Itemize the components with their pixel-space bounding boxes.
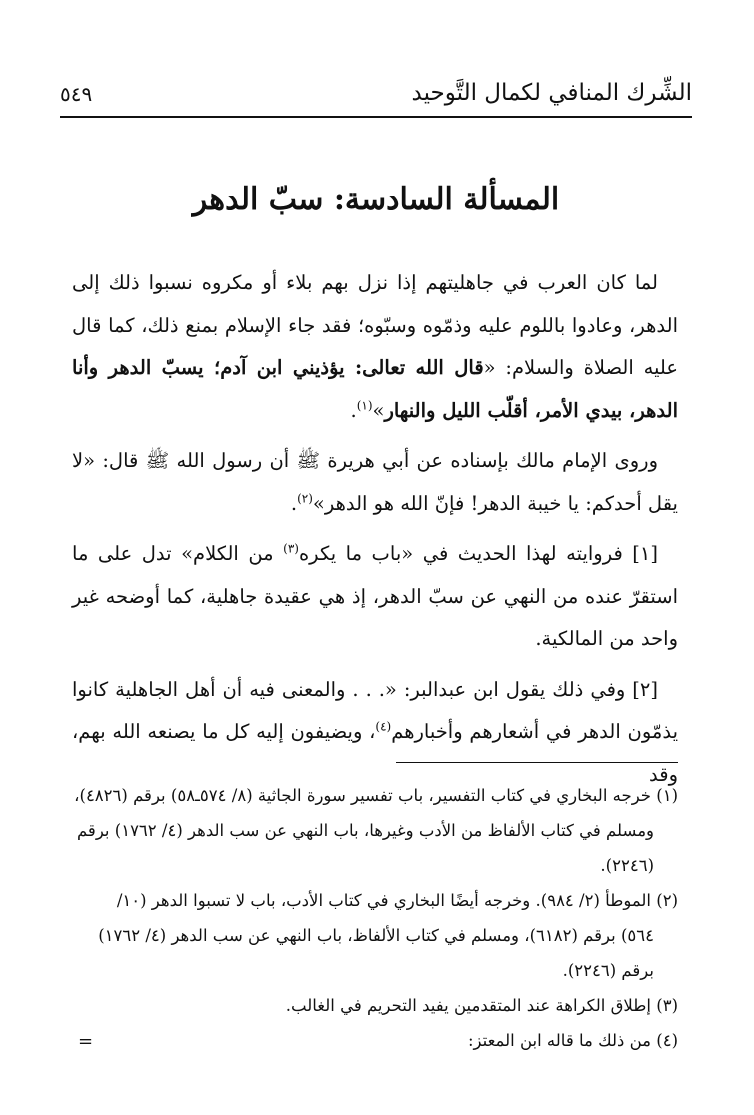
paragraph-4-text-b: ، ويضيفون إليه كل ما يصنعه الله بهم، وقد [72, 720, 678, 786]
page-header [60, 78, 692, 114]
paragraph-4-text-a: [٢] وفي ذلك يقول ابن عبدالبر: «. . . والمعنى فيه أن أهل الجاهلية كانوا يذمّون الدهر في أشعارهم وأخبارهم [72, 677, 678, 743]
footnote-1-line-1: (١) خرجه البخاري في كتاب التفسير، باب تفسير سورة الجاثية (٨/ ٥٧٤ـ٥٨) برقم (٤٨٢٦)، [74, 786, 678, 805]
paragraph-1-end: . [350, 398, 357, 422]
footnote-2-line-3: برقم (٢٢٤٦). [562, 961, 654, 980]
footnote-3: (٣) إطلاق الكراهة عند المتقدمين يفيد التحريم في الغالب. [285, 996, 678, 1015]
paragraph-3-text-b: من الكلام» تدل على ما استقرّ عنده من النهي عن سبّ الدهر، إذ هي عقيدة جاهلية، كما أوضحه غير واحد من المالكية. [72, 542, 678, 650]
paragraph-1 [72, 262, 678, 432]
main-text [72, 262, 678, 804]
footnote-ref-3[interactable]: (٣) [283, 541, 299, 556]
footnote-1-line-3: (٢٢٤٦). [600, 856, 654, 875]
paragraph-2 [72, 440, 678, 525]
page-number: ٥٤٩ [60, 82, 93, 106]
paragraph-2-end: . [290, 491, 298, 515]
hadith-qudsi-quote: قال الله تعالى: يؤذيني ابن آدم؛ يسبّ الدهر وأنا الدهر، بيدي الأمر، أقلّب الليل والنهار [72, 356, 678, 422]
paragraph-3 [72, 533, 678, 661]
paragraph-3-text-a: [١] فروايته لهذا الحديث في «باب ما يكره [298, 542, 658, 565]
footnote-2-line-1: (٢) الموطأ (٢/ ٩٨٤). وخرجه أيضًا البخاري في كتاب الأدب، باب لا تسبوا الدهر (١٠/ [116, 891, 678, 910]
continuation-mark: = [78, 1031, 94, 1052]
quote-close: » [372, 398, 385, 422]
footnotes [72, 778, 678, 1058]
section-title: المسألة السادسة: سبّ الدهر [192, 182, 560, 217]
footnote-1-line-2: ومسلم في كتاب الألفاظ من الأدب وغيرها، باب النهي عن سب الدهر (٤/ ١٧٦٢) برقم [76, 821, 654, 840]
running-title: الشِّرك المنافي لكمال التَّوحيد [411, 80, 692, 106]
footnote-2-line-2: ٥٦٤) برقم (٦١٨٢)، ومسلم في كتاب الألفاظ، باب النهي عن سب الدهر (٤/ ١٧٦٢) [98, 926, 654, 945]
paragraph-4 [72, 669, 678, 797]
footnote-4: (٤) من ذلك ما قاله ابن المعتز: [467, 1031, 678, 1050]
header-divider [60, 116, 692, 118]
footnote-ref-1[interactable]: (١) [356, 398, 373, 412]
footnote-divider [396, 762, 678, 763]
paragraph-1-text: لما كان العرب في جاهليتهم إذا نزل بهم بلاء أو مكروه نسبوا ذلك إلى الدهر، وعادوا باللوم عليه وذمّوه وسبّوه؛ فقد جاء الإسلام بمنع ذلك، كما قال عليه الصلاة والسلام: « [72, 271, 678, 379]
footnote-ref-2[interactable]: (٢) [297, 491, 313, 505]
paragraph-2-text: وروى الإمام مالك بإسناده عن أبي هريرة ﷺ أن رسول الله ﷺ قال: «لا يقل أحدكم: يا خيبة الدهر! فإنّ الله هو الدهر» [72, 449, 678, 515]
footnote-ref-4[interactable]: (٤) [375, 719, 392, 734]
